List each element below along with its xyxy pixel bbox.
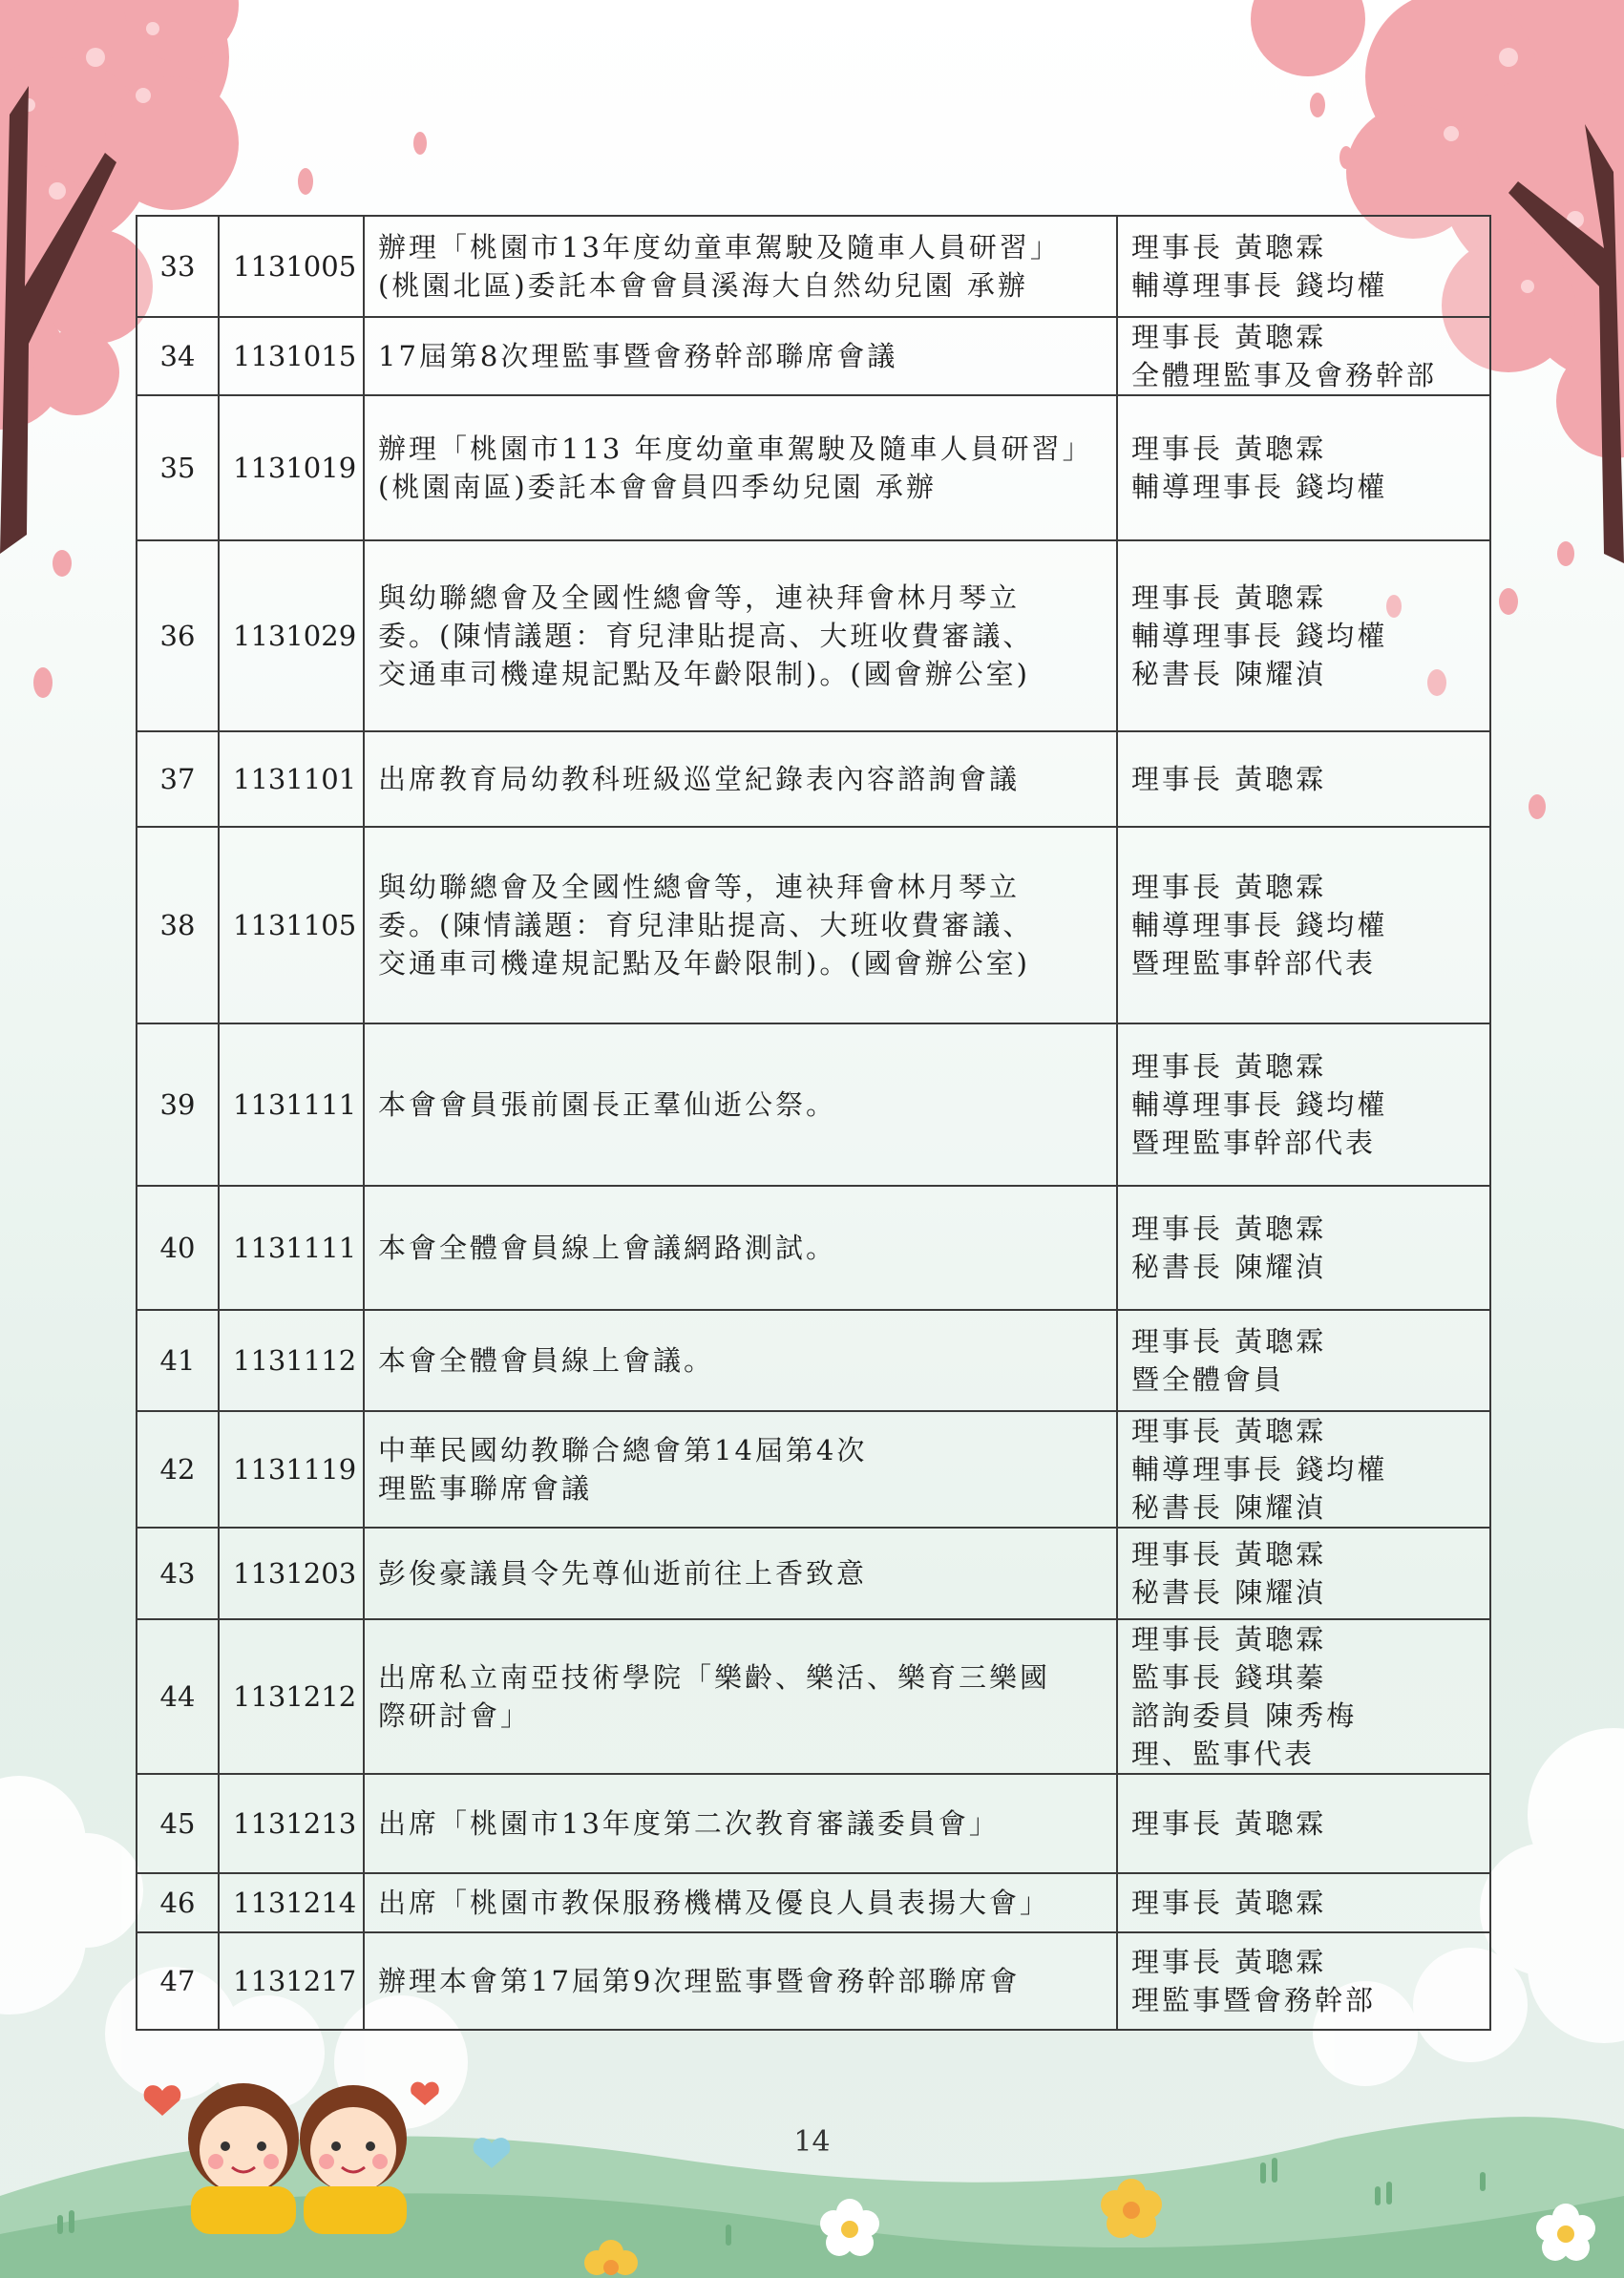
row-number-cell: 46 — [137, 1873, 219, 1932]
description-line: 本會會員張前園長正羣仙逝公祭。 — [378, 1088, 837, 1121]
attendees-cell — [1117, 1528, 1490, 1619]
date-cell: 1131111 — [219, 1186, 364, 1310]
date-cell: 1131112 — [219, 1310, 364, 1411]
description-line: 理監事聯席會議 — [378, 1472, 593, 1505]
row-number-cell: 45 — [137, 1774, 219, 1873]
attendee-line: 秘書長 陳耀湞 — [1131, 658, 1327, 690]
table-row — [137, 216, 1490, 317]
attendee-line: 理事長 黃聰霖 — [1131, 321, 1327, 353]
table-row — [137, 1528, 1490, 1619]
attendee-line: 理事長 黃聰霖 — [1131, 1050, 1327, 1083]
description-line: 彭俊豪議員令先尊仙逝前往上香致意 — [378, 1557, 868, 1590]
table-row — [137, 317, 1490, 395]
description-cell — [364, 1619, 1117, 1774]
description-line: 交通車司機違規記點及年齡限制)。(國會辦公室) — [378, 658, 1030, 690]
description-cell — [364, 1023, 1117, 1186]
date-cell: 1131105 — [219, 827, 364, 1023]
description-cell — [364, 827, 1117, 1023]
table-row — [137, 395, 1490, 540]
table-row — [137, 1186, 1490, 1310]
attendee-line: 理事長 黃聰霖 — [1131, 1946, 1327, 1978]
description-line: 交通車司機違規記點及年齡限制)。(國會辦公室) — [378, 947, 1030, 980]
attendees-cell — [1117, 827, 1490, 1023]
attendee-line: 理事長 黃聰霖 — [1131, 231, 1327, 264]
attendee-line: 理事長 黃聰霖 — [1131, 763, 1327, 795]
date-cell: 1131212 — [219, 1619, 364, 1774]
attendees-cell — [1117, 1873, 1490, 1932]
attendee-line: 理事長 黃聰霖 — [1131, 1325, 1327, 1358]
table-row — [137, 1873, 1490, 1932]
attendee-line: 輔導理事長 錢均權 — [1131, 620, 1388, 652]
description-line: (桃園南區)委託本會會員四季幼兒園 承辦 — [378, 471, 937, 503]
date-cell: 1131101 — [219, 731, 364, 827]
row-number-cell: 38 — [137, 827, 219, 1023]
attendee-line: 暨全體會員 — [1131, 1363, 1285, 1396]
row-number-cell: 47 — [137, 1932, 219, 2030]
description-cell — [364, 1310, 1117, 1411]
row-number-cell: 36 — [137, 540, 219, 731]
date-cell: 1131111 — [219, 1023, 364, 1186]
attendee-line: 理事長 黃聰霖 — [1131, 432, 1327, 465]
description-line: 17屆第8次理監事暨會務幹部聯席會議 — [378, 340, 898, 372]
row-number-cell: 35 — [137, 395, 219, 540]
date-cell: 1131214 — [219, 1873, 364, 1932]
attendee-line: 理事長 黃聰霖 — [1131, 1887, 1327, 1919]
description-line: 本會全體會員線上會議網路測試。 — [378, 1232, 837, 1264]
attendee-line: 理事長 黃聰霖 — [1131, 1538, 1327, 1571]
date-cell: 1131213 — [219, 1774, 364, 1873]
date-cell: 1131019 — [219, 395, 364, 540]
row-number-cell: 37 — [137, 731, 219, 827]
row-number-cell: 44 — [137, 1619, 219, 1774]
description-cell — [364, 1932, 1117, 2030]
description-line: 出席教育局幼教科班級巡堂紀錄表內容諮詢會議 — [378, 763, 1021, 795]
table-row — [137, 1932, 1490, 2030]
description-line: 委。(陳情議題：育兒津貼提高、大班收費審議、 — [378, 620, 1034, 652]
attendees-cell — [1117, 317, 1490, 395]
attendee-line: 理事長 黃聰霖 — [1131, 1623, 1327, 1656]
attendees-cell — [1117, 1023, 1490, 1186]
attendee-line: 輔導理事長 錢均權 — [1131, 1088, 1388, 1121]
attendee-line: 理、監事代表 — [1131, 1738, 1316, 1770]
description-cell — [364, 216, 1117, 317]
attendees-cell — [1117, 1186, 1490, 1310]
attendee-line: 秘書長 陳耀湞 — [1131, 1251, 1327, 1283]
attendee-line: 秘書長 陳耀湞 — [1131, 1491, 1327, 1524]
attendee-line: 輔導理事長 錢均權 — [1131, 909, 1388, 941]
attendee-line: 理監事暨會務幹部 — [1131, 1984, 1377, 2016]
attendees-cell — [1117, 216, 1490, 317]
table-row — [137, 1310, 1490, 1411]
attendee-line: 理事長 黃聰霖 — [1131, 871, 1327, 903]
attendees-cell — [1117, 1774, 1490, 1873]
description-line: 出席私立南亞技術學院「樂齡、樂活、樂育三樂國 — [378, 1661, 1051, 1694]
description-line: 辦理本會第17屆第9次理監事暨會務幹部聯席會 — [378, 1965, 1021, 1997]
attendees-cell — [1117, 1411, 1490, 1528]
row-number-cell: 39 — [137, 1023, 219, 1186]
date-cell: 1131015 — [219, 317, 364, 395]
cloud-decoration-left — [0, 1776, 143, 2014]
attendees-cell — [1117, 1310, 1490, 1411]
description-line: 中華民國幼教聯合總會第14屆第4次 — [378, 1434, 868, 1466]
attendee-line: 理事長 黃聰霖 — [1131, 1213, 1327, 1245]
attendee-line: 秘書長 陳耀湞 — [1131, 1576, 1327, 1609]
row-number-cell: 43 — [137, 1528, 219, 1619]
description-line: 委。(陳情議題：育兒津貼提高、大班收費審議、 — [378, 909, 1034, 941]
attendees-cell — [1117, 395, 1490, 540]
table-row — [137, 1023, 1490, 1186]
date-cell: 1131005 — [219, 216, 364, 317]
attendee-line: 理事長 黃聰霖 — [1131, 1807, 1327, 1840]
attendee-line: 全體理監事及會務幹部 — [1131, 359, 1438, 391]
description-cell — [364, 1774, 1117, 1873]
attendee-line: 輔導理事長 錢均權 — [1131, 471, 1388, 503]
description-cell — [364, 1186, 1117, 1310]
activity-records-table — [136, 215, 1491, 2031]
row-number-cell: 34 — [137, 317, 219, 395]
attendee-line: 理事長 黃聰霖 — [1131, 581, 1327, 614]
attendees-cell — [1117, 540, 1490, 731]
row-number-cell: 40 — [137, 1186, 219, 1310]
table-row — [137, 731, 1490, 827]
description-cell — [364, 317, 1117, 395]
row-number-cell: 33 — [137, 216, 219, 317]
description-line: 出席「桃園市教保服務機構及優良人員表揚大會」 — [378, 1887, 1051, 1919]
table-row — [137, 540, 1490, 731]
attendee-line: 理事長 黃聰霖 — [1131, 1415, 1327, 1447]
description-line: 辦理「桃園市13年度幼童車駕駛及隨車人員研習」 — [378, 231, 1061, 264]
attendee-line: 諮詢委員 陳秀梅 — [1131, 1699, 1358, 1732]
attendee-line: 輔導理事長 錢均權 — [1131, 1453, 1388, 1486]
row-number-cell: 42 — [137, 1411, 219, 1528]
description-line: 與幼聯總會及全國性總會等，連袂拜會林月琴立 — [378, 581, 1021, 614]
table-row — [137, 1619, 1490, 1774]
attendee-line: 輔導理事長 錢均權 — [1131, 269, 1388, 302]
activity-records-body — [137, 216, 1490, 2030]
table-row — [137, 827, 1490, 1023]
description-cell — [364, 1873, 1117, 1932]
description-cell — [364, 731, 1117, 827]
attendees-cell — [1117, 1619, 1490, 1774]
description-line: 出席「桃園市13年度第二次教育審議委員會」 — [378, 1807, 1000, 1840]
description-line: 辦理「桃園市113 年度幼童車駕駛及隨車人員研習」 — [378, 432, 1093, 465]
description-cell — [364, 540, 1117, 731]
table-row — [137, 1774, 1490, 1873]
date-cell: 1131217 — [219, 1932, 364, 2030]
description-line: (桃園北區)委託本會會員溪海大自然幼兒園 承辦 — [378, 269, 1028, 302]
description-cell — [364, 1411, 1117, 1528]
attendee-line: 監事長 錢琪蓁 — [1131, 1661, 1327, 1694]
table-row — [137, 1411, 1490, 1528]
description-line: 與幼聯總會及全國性總會等，連袂拜會林月琴立 — [378, 871, 1021, 903]
row-number-cell: 41 — [137, 1310, 219, 1411]
attendee-line: 暨理監事幹部代表 — [1131, 947, 1377, 980]
description-line: 際研討會」 — [378, 1699, 532, 1732]
description-cell — [364, 395, 1117, 540]
attendees-cell — [1117, 1932, 1490, 2030]
activity-table-container — [136, 215, 1489, 2031]
page-number: 14 — [793, 2125, 831, 2159]
attendee-line: 暨理監事幹部代表 — [1131, 1127, 1377, 1159]
description-cell — [364, 1528, 1117, 1619]
date-cell: 1131119 — [219, 1411, 364, 1528]
attendees-cell — [1117, 731, 1490, 827]
description-line: 本會全體會員線上會議。 — [378, 1344, 715, 1377]
date-cell: 1131203 — [219, 1528, 364, 1619]
date-cell: 1131029 — [219, 540, 364, 731]
